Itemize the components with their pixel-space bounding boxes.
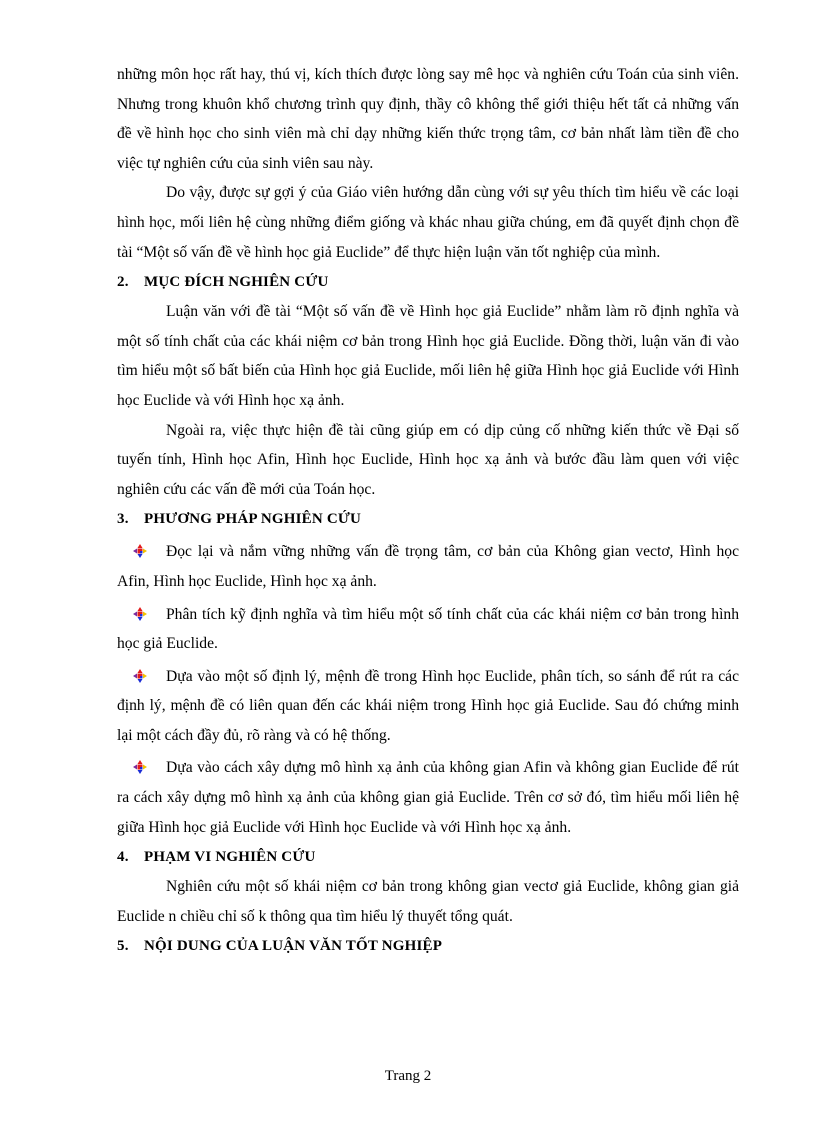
section-number: 3.: [117, 511, 129, 528]
four-color-arrow-bullet-icon: [133, 607, 147, 621]
section-4-heading: [117, 842, 739, 872]
bullet-text: Dựa vào cách xây dựng mô hình xạ ảnh của không gian Afin và không gian Euclide để rút ra cách xây dựng mô hình xạ ảnh của không gian giả Euclide. Trên cơ sở đó, tìm hiểu mối liên hệ giữa Hình học giả Euclide với Hình học Euclide và với Hình học xạ ảnh.: [117, 759, 739, 836]
section-number: 2.: [117, 274, 129, 291]
intro-paragraph-1: những môn học rất hay, thú vị, kích thích được lòng say mê học và nghiên cứu Toán của sinh viên. Nhưng trong khuôn khổ chương trình quy định, thầy cô không thể giới thiệu hết tất cả những vấn đề về hình học cho sinh viên mà chỉ dạy những kiến thức trọng tâm, cơ bản nhất làm tiền đề cho việc tự nghiên cứu của sinh viên sau này.: [117, 66, 739, 172]
bullet-text: Dựa vào một số định lý, mệnh đề trong Hình học Euclide, phân tích, so sánh để rút ra các định lý, mệnh đề có liên quan đến các khái niệm trong Hình học giả Euclide. Sau đó chứng minh lại một cách đầy đủ, rõ ràng và có hệ thống.: [117, 667, 739, 744]
page-footer: [0, 1066, 816, 1086]
method-bullet-item: [117, 753, 739, 842]
method-bullet-item: [117, 537, 739, 596]
document-page: [117, 60, 739, 961]
section-title: PHƯƠNG PHÁP NGHIÊN CỨU: [144, 511, 362, 528]
section-title: PHẠM VI NGHIÊN CỨU: [144, 849, 316, 866]
bullet-text: Phân tích kỹ định nghĩa và tìm hiểu một số tính chất của các khái niệm cơ bản trong hình học giả Euclide.: [117, 605, 739, 653]
section-3-heading: [117, 504, 739, 534]
four-color-arrow-bullet-icon: [133, 669, 147, 683]
section-number: 4.: [117, 849, 129, 866]
section-2-paragraph-2: Ngoài ra, việc thực hiện đề tài cũng giúp em có dịp củng cố những kiến thức về Đại số tuyến tính, Hình học Afin, Hình học Euclide, Hình học xạ ảnh và bước đầu làm quen với việc nghiên cứu các vấn đề mới của Toán học.: [117, 421, 739, 498]
four-color-arrow-bullet-icon: [133, 544, 147, 558]
section-title: NỘI DUNG CỦA LUẬN VĂN TỐT NGHIỆP: [144, 938, 443, 955]
section-number: 5.: [117, 938, 129, 955]
method-bullet-item: [117, 600, 739, 659]
page-number: Trang 2: [384, 1068, 432, 1084]
intro-paragraph-2: Do vậy, được sự gợi ý của Giáo viên hướng dẫn cùng với sự yêu thích tìm hiểu về các loại hình học, mối liên hệ cùng những điểm giống và khác nhau giữa chúng, em đã quyết định chọn đề tài “Một số vấn đề về hình học giả Euclide” để thực hiện luận văn tốt nghiệp của mình.: [117, 184, 739, 261]
bullet-text: Đọc lại và nắm vững những vấn đề trọng tâm, cơ bản của Không gian vectơ, Hình học Afin, Hình học Euclide, Hình học xạ ảnh.: [117, 543, 739, 590]
section-title: MỤC ĐÍCH NGHIÊN CỨU: [144, 274, 329, 291]
section-4-paragraph-1: Nghiên cứu một số khái niệm cơ bản trong không gian vectơ giả Euclide, không gian giả Euclide n chiều chỉ số k thông qua tìm hiểu lý thuyết tổng quát.: [117, 878, 739, 925]
method-bullet-item: [117, 662, 739, 751]
four-color-arrow-bullet-icon: [133, 760, 147, 774]
section-2-paragraph-1: Luận văn với đề tài “Một số vấn đề về Hình học giả Euclide” nhằm làm rõ định nghĩa và một số tính chất của các khái niệm cơ bản trong Hình học giả Euclide. Đồng thời, luận văn đi vào tìm hiểu một số bất biến của Hình học giả Euclide, mối liên hệ giữa Hình học giả Euclide với Hình học Euclide và với Hình học xạ ảnh.: [117, 303, 739, 409]
section-2-heading: [117, 267, 739, 297]
section-5-heading: [117, 931, 739, 961]
